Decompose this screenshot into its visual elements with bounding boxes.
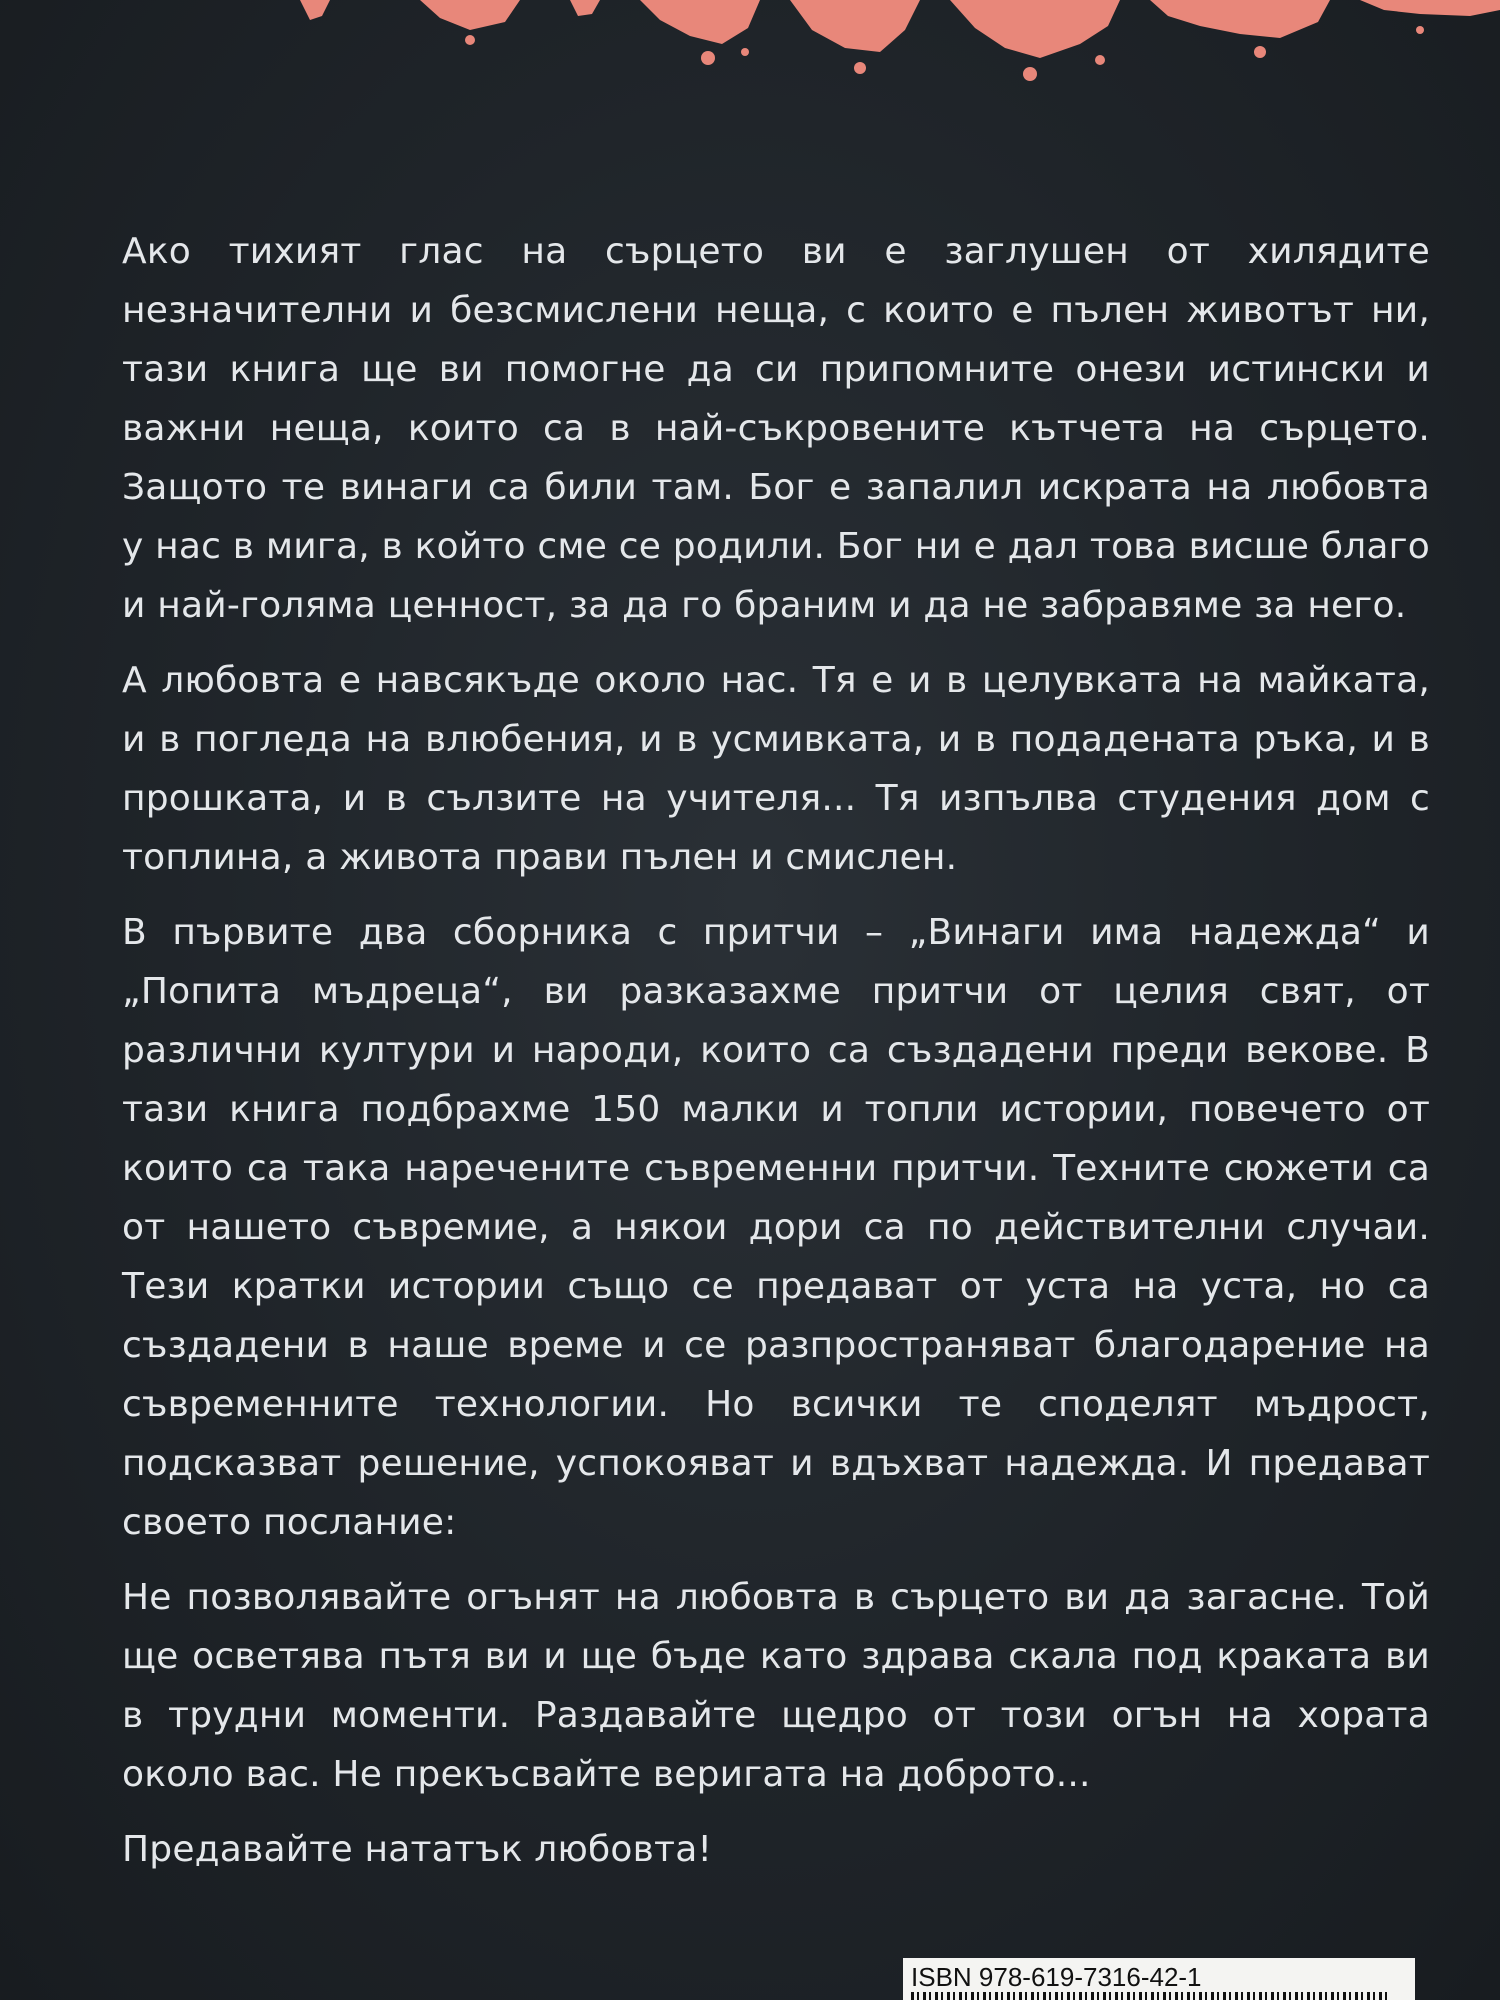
red-splatter-decoration — [0, 0, 1500, 90]
back-cover-blurb — [122, 222, 1430, 1895]
isbn-barcode-label — [903, 1958, 1415, 2000]
blurb-paragraph-4: Не позволявайте огънят на любовта в сърцето ви да загасне. Той ще осветява пътя ви и ще бъде като здрава скала под краката ви в трудни моменти. Раздавайте щедро от този огън на хората около вас. Не прекъсвайте веригата на доброто... — [122, 1577, 1430, 1795]
barcode-icon — [911, 1992, 1391, 2000]
blurb-paragraph-1: Ако тихият глас на сърцето ви е заглушен от хилядите незначителни и безсмислени неща, с които е пълен животът ни, тази книга ще ви помогне да си припомните онези истински и важни неща, които са в най-съкровените кътчета на сърцето. Защото те винаги са били там. Бог е запалил искрата на любовта у нас в мига, в който сме се родили. Бог ни е дал това висше благо и най-голяма ценност, за да го браним и да не забравяме за него. — [122, 231, 1430, 626]
blurb-closing-line: Предавайте нататък любовта! — [122, 1829, 713, 1870]
blurb-paragraph-3: В първите два сборника с притчи – „Винаги има надежда“ и „Попита мъдреца“, ви разказахме притчи от целия свят, от различни култури и народи, които са създадени преди векове. В тази книга подбрахме 150 малки и топли истории, повечето от които са така наречените съвременни притчи. Техните сюжети са от нашето съвремие, а някои дори са по действителни случаи. Тези кратки истории също се предават от уста на уста, но са създадени в наше време и се разпространяват благодарение на съвременните технологии. Но всички те споделят мъдрост, подсказват решение, успокояват и вдъхват надежда. И предават своето послание: — [122, 912, 1430, 1543]
isbn-text: ISBN 978-619-7316-42-1 — [911, 1962, 1202, 1992]
blurb-paragraph-2: А любовта е навсякъде около нас. Тя е и в целувката на майката, и в погледа на влюбения, и в усмивката, и в подадената ръка, и в прошката, и в сълзите на учителя... Тя изпълва студения дом с топлина, а живота прави пълен и смислен. — [122, 660, 1430, 878]
